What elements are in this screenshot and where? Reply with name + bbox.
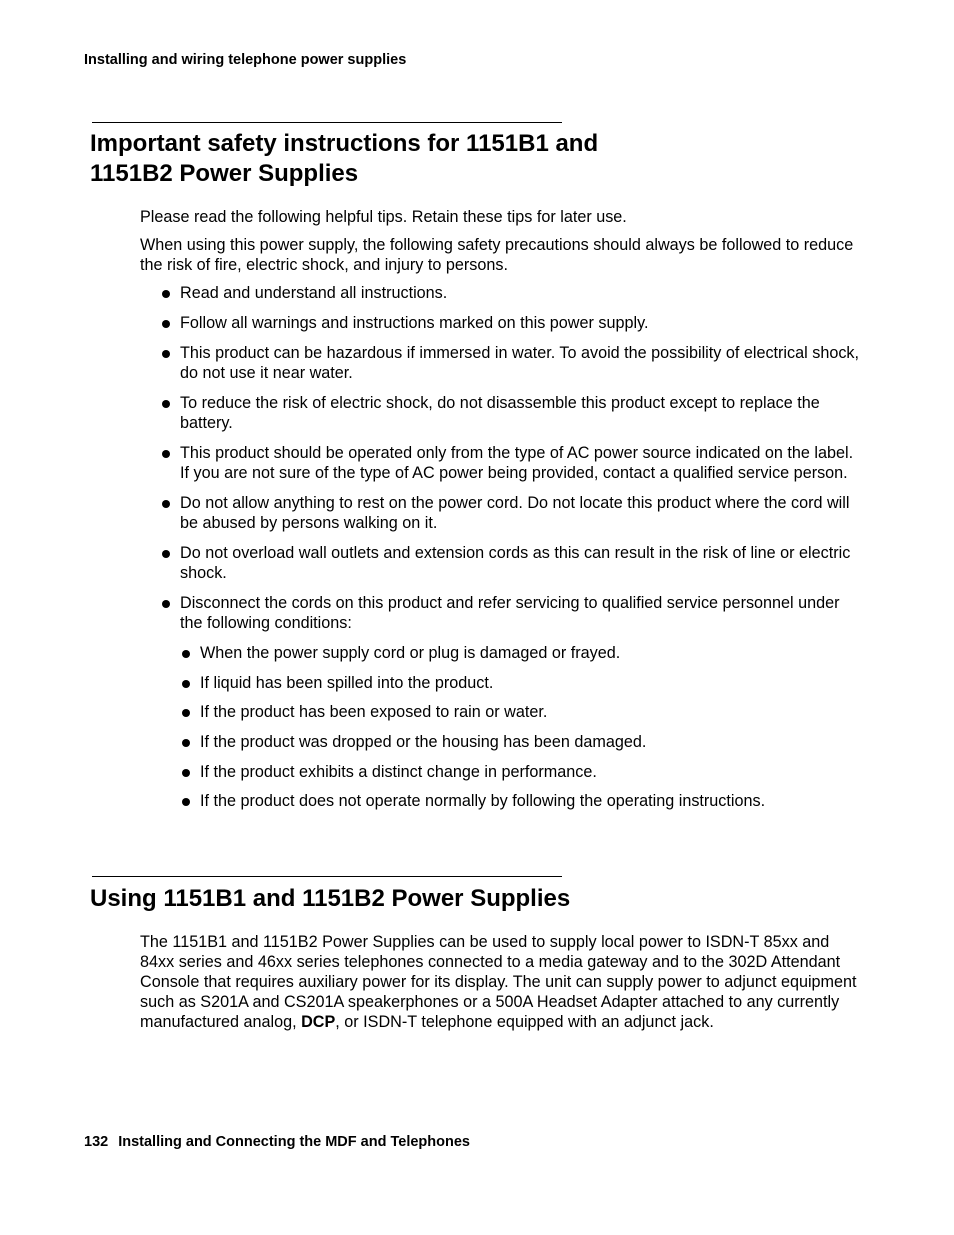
usage-paragraph — [140, 932, 860, 1032]
list-item: Do not overload wall outlets and extension cords as this can result in the risk of line or electric shock. — [140, 543, 860, 583]
usage-text: , or ISDN-T telephone equipped with an adjunct jack. — [335, 1013, 714, 1031]
page-footer — [84, 1134, 470, 1150]
book-title: Installing and Connecting the MDF and Telephones — [118, 1134, 470, 1150]
list-item: If the product was dropped or the housing has been damaged. — [140, 732, 860, 752]
safety-bullet-list — [140, 283, 860, 633]
list-item: If the product does not operate normally by following the operating instructions. — [140, 791, 860, 811]
usage-text: The 1151B1 and 1151B2 Power Supplies can be used to supply local power to ISDN-T 85xx and 84xx series and 46xx series telephones connected to a media gateway and to the 302D Attendant Console that requires auxiliary power for its display. The unit can supply power to adjunct equipment such as S201A and CS201A speakerphones or a 500A Headset Adapter attached to any currently manufactured analog, — [140, 933, 857, 1031]
heading-line: Important safety instructions for 1151B1 and — [90, 130, 599, 157]
list-item: This product should be operated only from the type of AC power source indicated on the label. If you are not sure of the type of AC power being provided, contact a qualified service person. — [140, 443, 860, 483]
usage-section-body — [140, 932, 860, 1040]
dcp-term: DCP — [301, 1013, 336, 1031]
running-header: Installing and wiring telephone power supplies — [84, 52, 407, 68]
servicing-conditions-list — [140, 643, 860, 811]
list-item: If the product exhibits a distinct change in performance. — [140, 762, 860, 782]
list-item: When the power supply cord or plug is damaged or frayed. — [140, 643, 860, 663]
list-item: If the product has been exposed to rain or water. — [140, 702, 860, 722]
section-divider — [92, 876, 562, 877]
section-heading-usage: Using 1151B1 and 1151B2 Power Supplies — [90, 885, 571, 912]
heading-line: 1151B2 Power Supplies — [90, 160, 359, 187]
list-item: If liquid has been spilled into the product. — [140, 673, 860, 693]
safety-section-body — [140, 207, 860, 821]
precaution-paragraph: When using this power supply, the following safety precautions should always be followed to reduce the risk of fire, electric shock, and injury to persons. — [140, 236, 854, 274]
list-item: Do not allow anything to rest on the power cord. Do not locate this product where the cord will be abused by persons walking on it. — [140, 493, 860, 533]
list-item: Disconnect the cords on this product and refer servicing to qualified service personnel under the following conditions: — [140, 593, 860, 633]
section-heading-safety — [90, 129, 710, 189]
list-item: To reduce the risk of electric shock, do not disassemble this product except to replace the battery. — [140, 393, 860, 433]
list-item: This product can be hazardous if immersed in water. To avoid the possibility of electrical shock, do not use it near water. — [140, 343, 860, 383]
list-item: Read and understand all instructions. — [140, 283, 860, 303]
intro-paragraph: Please read the following helpful tips. Retain these tips for later use. — [140, 208, 627, 226]
section-divider — [92, 122, 562, 123]
page-number: 132 — [84, 1134, 109, 1150]
list-item: Follow all warnings and instructions marked on this power supply. — [140, 313, 860, 333]
